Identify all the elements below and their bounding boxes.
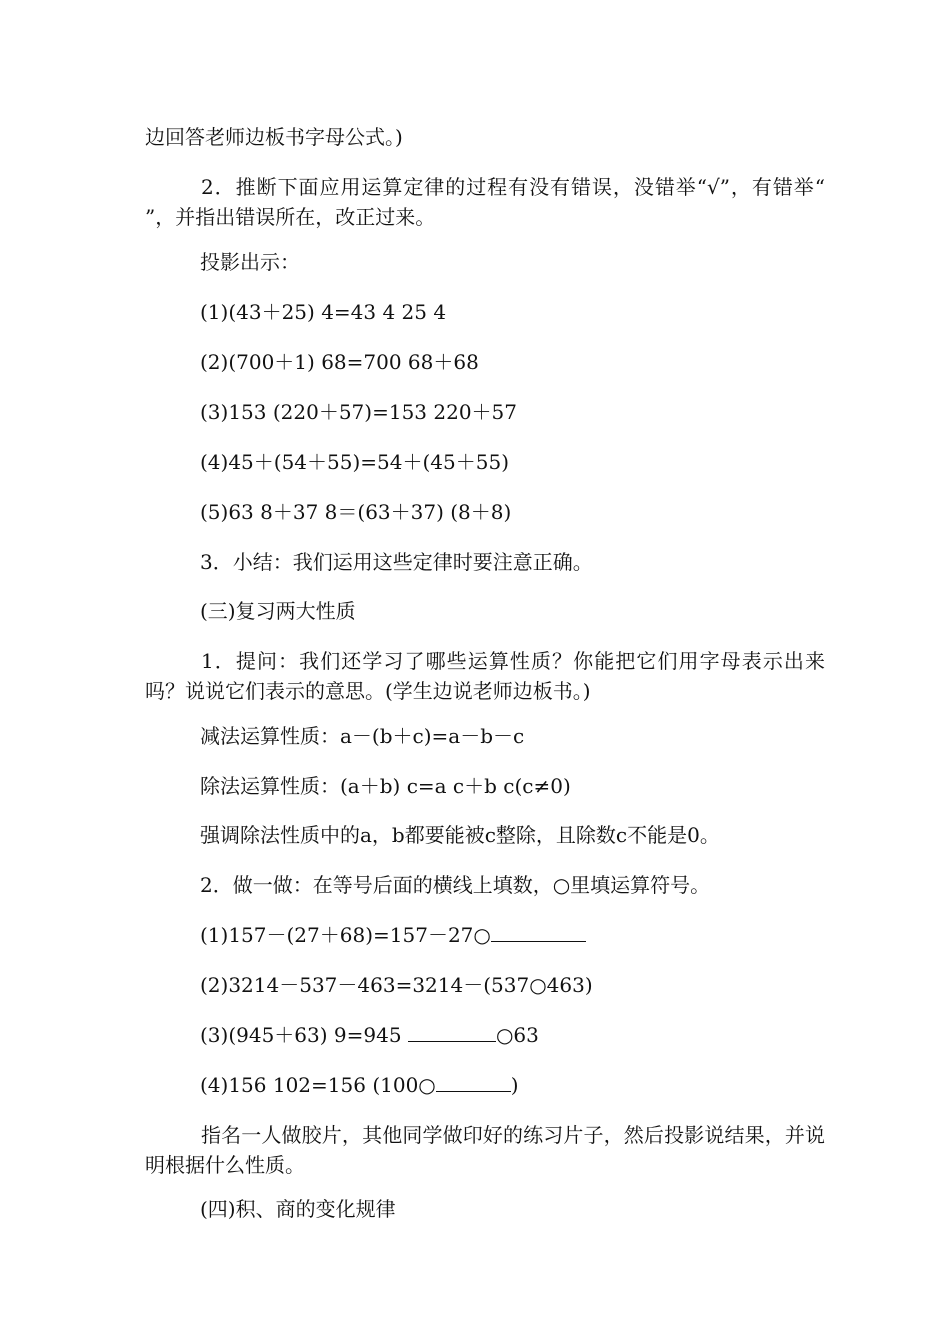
section-heading: (四)积、商的变化规律 — [200, 1197, 396, 1221]
exercise-item — [200, 1072, 820, 1098]
exercise-item: (2)(700＋1) 68=700 68＋68 — [200, 350, 479, 374]
answer-blank — [436, 1073, 511, 1092]
exercise-item: (2)3214－537－463=3214－(537○463) — [200, 973, 593, 997]
section-heading: (三)复习两大性质 — [200, 599, 356, 623]
exercise-text: ○63 — [495, 1023, 539, 1047]
question-2-paragraph: 2．推断下面应用运算定律的过程有没有错误，没错举“√”，有错举“ ”，并指出错误所在，改正过来。 — [145, 175, 825, 229]
exercise-text: (1)157－(27＋68)=157－27○ — [200, 923, 491, 947]
formula-line: 减法运算性质：a－(b＋c)=a－b－c — [200, 724, 525, 748]
exercise-item: (5)63 8＋37 8＝(63＋37) (8＋8) — [200, 500, 512, 524]
exercise-item — [200, 922, 820, 948]
answer-blank — [491, 923, 586, 942]
text-line: 边回答老师边板书字母公式。) — [145, 125, 403, 149]
formula-line: 除法运算性质：(a＋b) c=a c＋b c(c≠0) — [200, 774, 571, 798]
exercise-text: (4)156 102=156 (100○ — [200, 1073, 436, 1097]
exercise-item: (3)153 (220＋57)=153 220＋57 — [200, 400, 518, 424]
question-1-paragraph: 1．提问：我们还学习了哪些运算性质？你能把它们用字母表示出来吗？说说它们表示的意思。(学生边说老师边板书。) — [145, 649, 825, 703]
exercise-text: (3)(945＋63) 9=945 — [200, 1023, 408, 1047]
text-line: 2．做一做：在等号后面的横线上填数，○里填运算符号。 — [200, 873, 711, 897]
exercise-item: (4)45＋(54＋55)=54＋(45＋55) — [200, 450, 509, 474]
exercise-text: ) — [510, 1073, 519, 1097]
summary-line: 3．小结：我们运用这些定律时要注意正确。 — [200, 550, 593, 574]
instruction-paragraph: 指名一人做胶片，其他同学做印好的练习片子，然后投影说结果，并说明根据什么性质。 — [145, 1123, 825, 1177]
text-line: 强调除法性质中的a，b都要能被c整除，且除数c不能是0。 — [200, 823, 720, 847]
answer-blank — [408, 1023, 496, 1042]
exercise-item — [200, 1022, 820, 1048]
text-line: 投影出示： — [200, 250, 300, 274]
exercise-item: (1)(43＋25) 4=43 4 25 4 — [200, 300, 447, 324]
